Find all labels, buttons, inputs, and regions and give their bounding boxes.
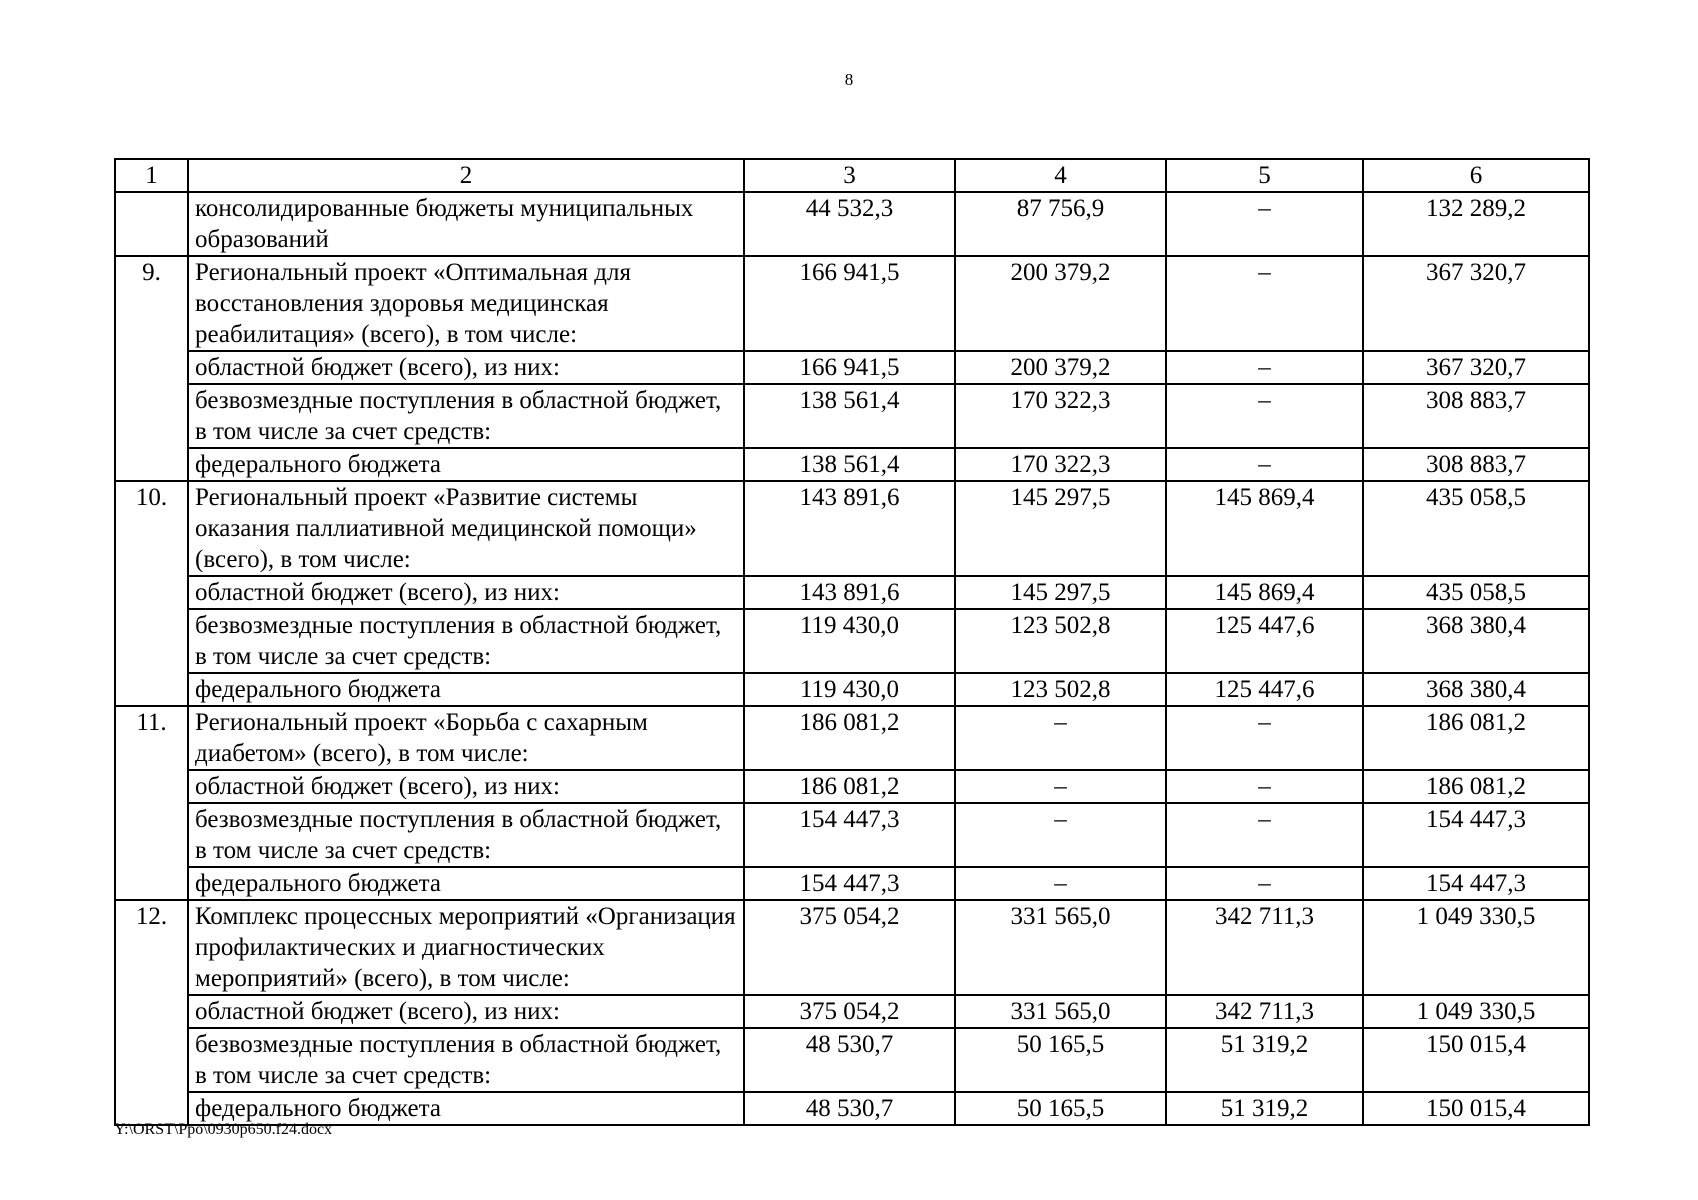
table-body: [115, 192, 1589, 1125]
page-number: 8: [844, 70, 854, 89]
table-row: [115, 448, 1589, 481]
column-header: 1: [115, 159, 188, 192]
column-header: 3: [744, 159, 955, 192]
value-cell-col4: 170 322,3: [955, 384, 1166, 448]
row-number-cell: 10.: [115, 481, 188, 706]
description-cell: безвозмездные поступления в областной бюджет, в том числе за счет средств:: [188, 609, 744, 673]
value-cell-col3: 154 447,3: [744, 803, 955, 867]
table-row: [115, 256, 1589, 351]
value-cell-col4: 200 379,2: [955, 351, 1166, 384]
value-cell-col5: –: [1166, 448, 1363, 481]
value-cell-col6: 368 380,4: [1363, 609, 1589, 673]
column-header: 4: [955, 159, 1166, 192]
table-row: [115, 803, 1589, 867]
value-cell-col5: –: [1166, 351, 1363, 384]
table-row: [115, 867, 1589, 900]
value-cell-col5: 342 711,3: [1166, 995, 1363, 1028]
value-cell-col6: 154 447,3: [1363, 867, 1589, 900]
value-cell-col5: 51 319,2: [1166, 1092, 1363, 1125]
table-row: [115, 673, 1589, 706]
description-cell: консолидированные бюджеты муниципальных образований: [188, 192, 744, 256]
value-cell-col4: 123 502,8: [955, 673, 1166, 706]
value-cell-col6: 154 447,3: [1363, 803, 1589, 867]
row-number-cell: 12.: [115, 900, 188, 1125]
table-row: [115, 995, 1589, 1028]
value-cell-col4: –: [955, 706, 1166, 770]
description-cell: безвозмездные поступления в областной бюджет, в том числе за счет средств:: [188, 803, 744, 867]
value-cell-col3: 186 081,2: [744, 770, 955, 803]
description-cell: федерального бюджета: [188, 448, 744, 481]
value-cell-col5: 145 869,4: [1166, 576, 1363, 609]
value-cell-col5: –: [1166, 256, 1363, 351]
value-cell-col3: 166 941,5: [744, 351, 955, 384]
table-row: [115, 1028, 1589, 1092]
value-cell-col3: 48 530,7: [744, 1028, 955, 1092]
column-header: 5: [1166, 159, 1363, 192]
row-number-cell: [115, 192, 188, 256]
value-cell-col4: 50 165,5: [955, 1092, 1166, 1125]
value-cell-col3: 48 530,7: [744, 1092, 955, 1125]
value-cell-col3: 119 430,0: [744, 609, 955, 673]
value-cell-col3: 154 447,3: [744, 867, 955, 900]
description-cell: Региональный проект «Оптимальная для восстановления здоровья медицинская реабилитация» (всего), в том числе:: [188, 256, 744, 351]
value-cell-col6: 150 015,4: [1363, 1028, 1589, 1092]
description-cell: Региональный проект «Борьба с сахарным диабетом» (всего), в том числе:: [188, 706, 744, 770]
description-cell: Региональный проект «Развитие системы оказания паллиативной медицинской помощи» (всего), в том числе:: [188, 481, 744, 576]
value-cell-col6: 435 058,5: [1363, 481, 1589, 576]
value-cell-col5: –: [1166, 770, 1363, 803]
value-cell-col3: 186 081,2: [744, 706, 955, 770]
value-cell-col6: 150 015,4: [1363, 1092, 1589, 1125]
value-cell-col4: 170 322,3: [955, 448, 1166, 481]
value-cell-col3: 138 561,4: [744, 448, 955, 481]
value-cell-col4: 145 297,5: [955, 576, 1166, 609]
value-cell-col5: 51 319,2: [1166, 1028, 1363, 1092]
value-cell-col5: 342 711,3: [1166, 900, 1363, 995]
value-cell-col6: 435 058,5: [1363, 576, 1589, 609]
value-cell-col4: 331 565,0: [955, 995, 1166, 1028]
value-cell-col3: 119 430,0: [744, 673, 955, 706]
value-cell-col5: –: [1166, 803, 1363, 867]
value-cell-col5: 125 447,6: [1166, 609, 1363, 673]
value-cell-col4: 50 165,5: [955, 1028, 1166, 1092]
description-cell: федерального бюджета: [188, 867, 744, 900]
value-cell-col3: 138 561,4: [744, 384, 955, 448]
value-cell-col6: 186 081,2: [1363, 770, 1589, 803]
table-header-row: [115, 159, 1589, 192]
table-row: [115, 481, 1589, 576]
value-cell-col6: 1 049 330,5: [1363, 995, 1589, 1028]
table-row: [115, 770, 1589, 803]
column-header: 2: [188, 159, 744, 192]
file-path-footer: Y:\ORST\Ppo\0930p650.f24.docx: [114, 1121, 333, 1138]
value-cell-col3: 143 891,6: [744, 576, 955, 609]
value-cell-col4: 331 565,0: [955, 900, 1166, 995]
table-row: [115, 900, 1589, 995]
value-cell-col4: –: [955, 867, 1166, 900]
value-cell-col4: 87 756,9: [955, 192, 1166, 256]
description-cell: федерального бюджета: [188, 1092, 744, 1125]
value-cell-col5: –: [1166, 192, 1363, 256]
table-row: [115, 351, 1589, 384]
description-cell: федерального бюджета: [188, 673, 744, 706]
value-cell-col4: 145 297,5: [955, 481, 1166, 576]
description-cell: безвозмездные поступления в областной бюджет, в том числе за счет средств:: [188, 384, 744, 448]
table-row: [115, 192, 1589, 256]
description-cell: областной бюджет (всего), из них:: [188, 576, 744, 609]
value-cell-col6: 367 320,7: [1363, 256, 1589, 351]
value-cell-col3: 143 891,6: [744, 481, 955, 576]
description-cell: областной бюджет (всего), из них:: [188, 351, 744, 384]
description-cell: Комплекс процессных мероприятий «Организация профилактических и диагностических мероприятий» (всего), в том числе:: [188, 900, 744, 995]
value-cell-col6: 368 380,4: [1363, 673, 1589, 706]
column-header: 6: [1363, 159, 1589, 192]
description-cell: областной бюджет (всего), из них:: [188, 770, 744, 803]
table-row: [115, 609, 1589, 673]
value-cell-col4: –: [955, 770, 1166, 803]
value-cell-col6: 308 883,7: [1363, 384, 1589, 448]
value-cell-col3: 44 532,3: [744, 192, 955, 256]
value-cell-col5: 125 447,6: [1166, 673, 1363, 706]
value-cell-col6: 1 049 330,5: [1363, 900, 1589, 995]
row-number-cell: 9.: [115, 256, 188, 481]
value-cell-col6: 367 320,7: [1363, 351, 1589, 384]
table-row: [115, 384, 1589, 448]
value-cell-col5: –: [1166, 867, 1363, 900]
value-cell-col6: 186 081,2: [1363, 706, 1589, 770]
value-cell-col6: 308 883,7: [1363, 448, 1589, 481]
value-cell-col5: –: [1166, 384, 1363, 448]
value-cell-col5: 145 869,4: [1166, 481, 1363, 576]
description-cell: безвозмездные поступления в областной бюджет, в том числе за счет средств:: [188, 1028, 744, 1092]
table-row: [115, 706, 1589, 770]
value-cell-col3: 375 054,2: [744, 995, 955, 1028]
budget-table: [114, 158, 1590, 1126]
value-cell-col4: 123 502,8: [955, 609, 1166, 673]
value-cell-col3: 166 941,5: [744, 256, 955, 351]
row-number-cell: 11.: [115, 706, 188, 900]
table-row: [115, 1092, 1589, 1125]
value-cell-col5: –: [1166, 706, 1363, 770]
value-cell-col3: 375 054,2: [744, 900, 955, 995]
description-cell: областной бюджет (всего), из них:: [188, 995, 744, 1028]
value-cell-col4: –: [955, 803, 1166, 867]
value-cell-col4: 200 379,2: [955, 256, 1166, 351]
table-row: [115, 576, 1589, 609]
value-cell-col6: 132 289,2: [1363, 192, 1589, 256]
